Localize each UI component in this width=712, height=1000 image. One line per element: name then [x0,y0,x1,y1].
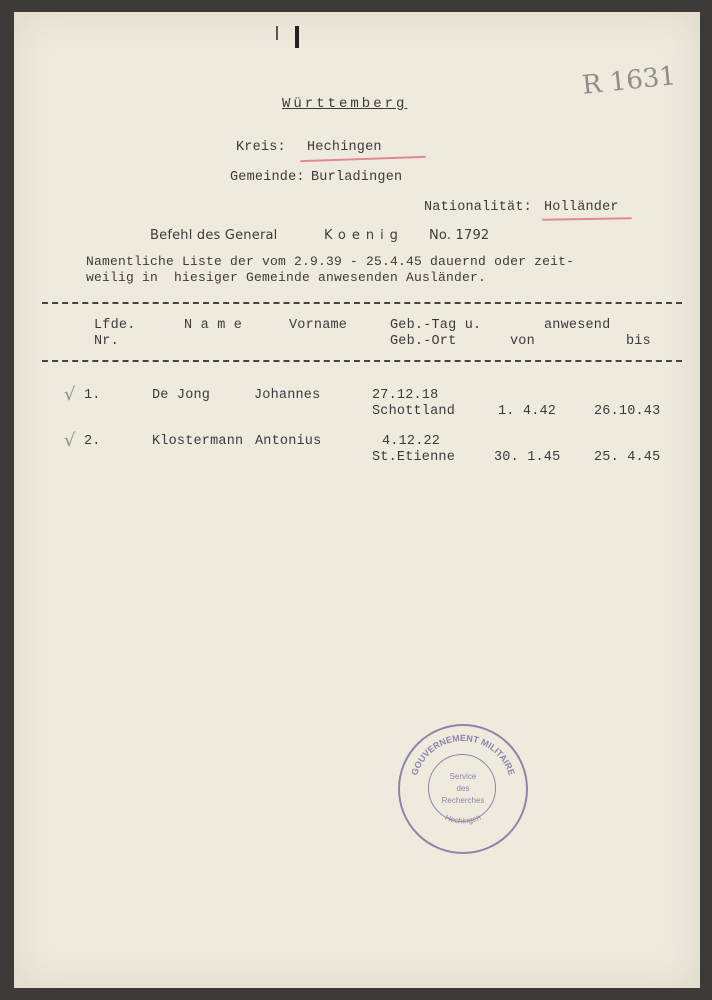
military-government-stamp [398,724,528,854]
punch-mark [295,26,299,48]
row-bis: 25. 4.45 [594,450,661,465]
document-title: Württemberg [282,96,408,112]
header-vorname: Vorname [289,318,348,333]
header-nr: Nr. [94,334,119,349]
gemeinde-value: Burladingen [311,170,403,185]
row-geb-tag: 27.12.18 [372,388,439,403]
nationalitaet-value: Holländer [544,200,619,215]
table-top-divider [42,302,682,304]
stamp-center-line-3: Recherches [441,796,485,805]
checkmark-icon: √ [64,384,76,405]
stamp-center-line-2: des [456,784,470,793]
header-geb-ort: Geb.-Ort [390,334,457,349]
header-name: N a m e [184,318,243,333]
row-bis: 26.10.43 [594,404,661,419]
red-underline [300,156,426,162]
row-nr: 2. [84,434,101,449]
row-geb-ort: St.Etienne [372,450,456,465]
row-vorname: Johannes [254,388,321,403]
document-page [14,12,700,988]
befehl-text: Befehl des General [150,228,278,243]
header-bis: bis [626,334,651,349]
row-name: Klostermann [152,434,244,449]
befehl-name: Koenig [324,228,404,243]
kreis-value: Hechingen [307,140,382,155]
row-geb-tag: 4.12.22 [382,434,441,449]
row-name: De Jong [152,388,211,403]
stamp-outer-text: GOUVERNEMENT MILITAIRE [409,732,517,777]
row-von: 1. 4.42 [498,404,557,419]
checkmark-icon: √ [64,430,76,451]
table-header-divider [42,360,682,362]
description-line-1: Namentliche Liste der vom 2.9.39 - 25.4.45 dauernd oder zeit- [86,254,575,269]
red-underline [542,217,632,221]
header-lfde: Lfde. [94,318,136,333]
row-nr: 1. [84,388,101,403]
stamp-center-line-1: Service [449,772,477,781]
stamp-bottom-text: Hechingen [443,812,483,826]
description-line-2: weilig in hiesiger Gemeinde anwesenden Ausländer. [86,270,487,285]
header-geb-tag: Geb.-Tag u. [390,318,482,333]
row-von: 30. 1.45 [494,450,561,465]
befehl-number: No. 1792 [429,228,490,243]
nationalitaet-label: Nationalität: [424,200,532,215]
kreis-label: Kreis: [236,140,286,155]
handwritten-reference: R 1631 [580,61,678,101]
punch-mark [276,26,278,40]
row-geb-ort: Schottland [372,404,456,419]
gemeinde-label: Gemeinde: [230,170,305,185]
row-vorname: Antonius [255,434,322,449]
header-anwesend: anwesend [544,318,611,333]
header-von: von [510,334,535,349]
